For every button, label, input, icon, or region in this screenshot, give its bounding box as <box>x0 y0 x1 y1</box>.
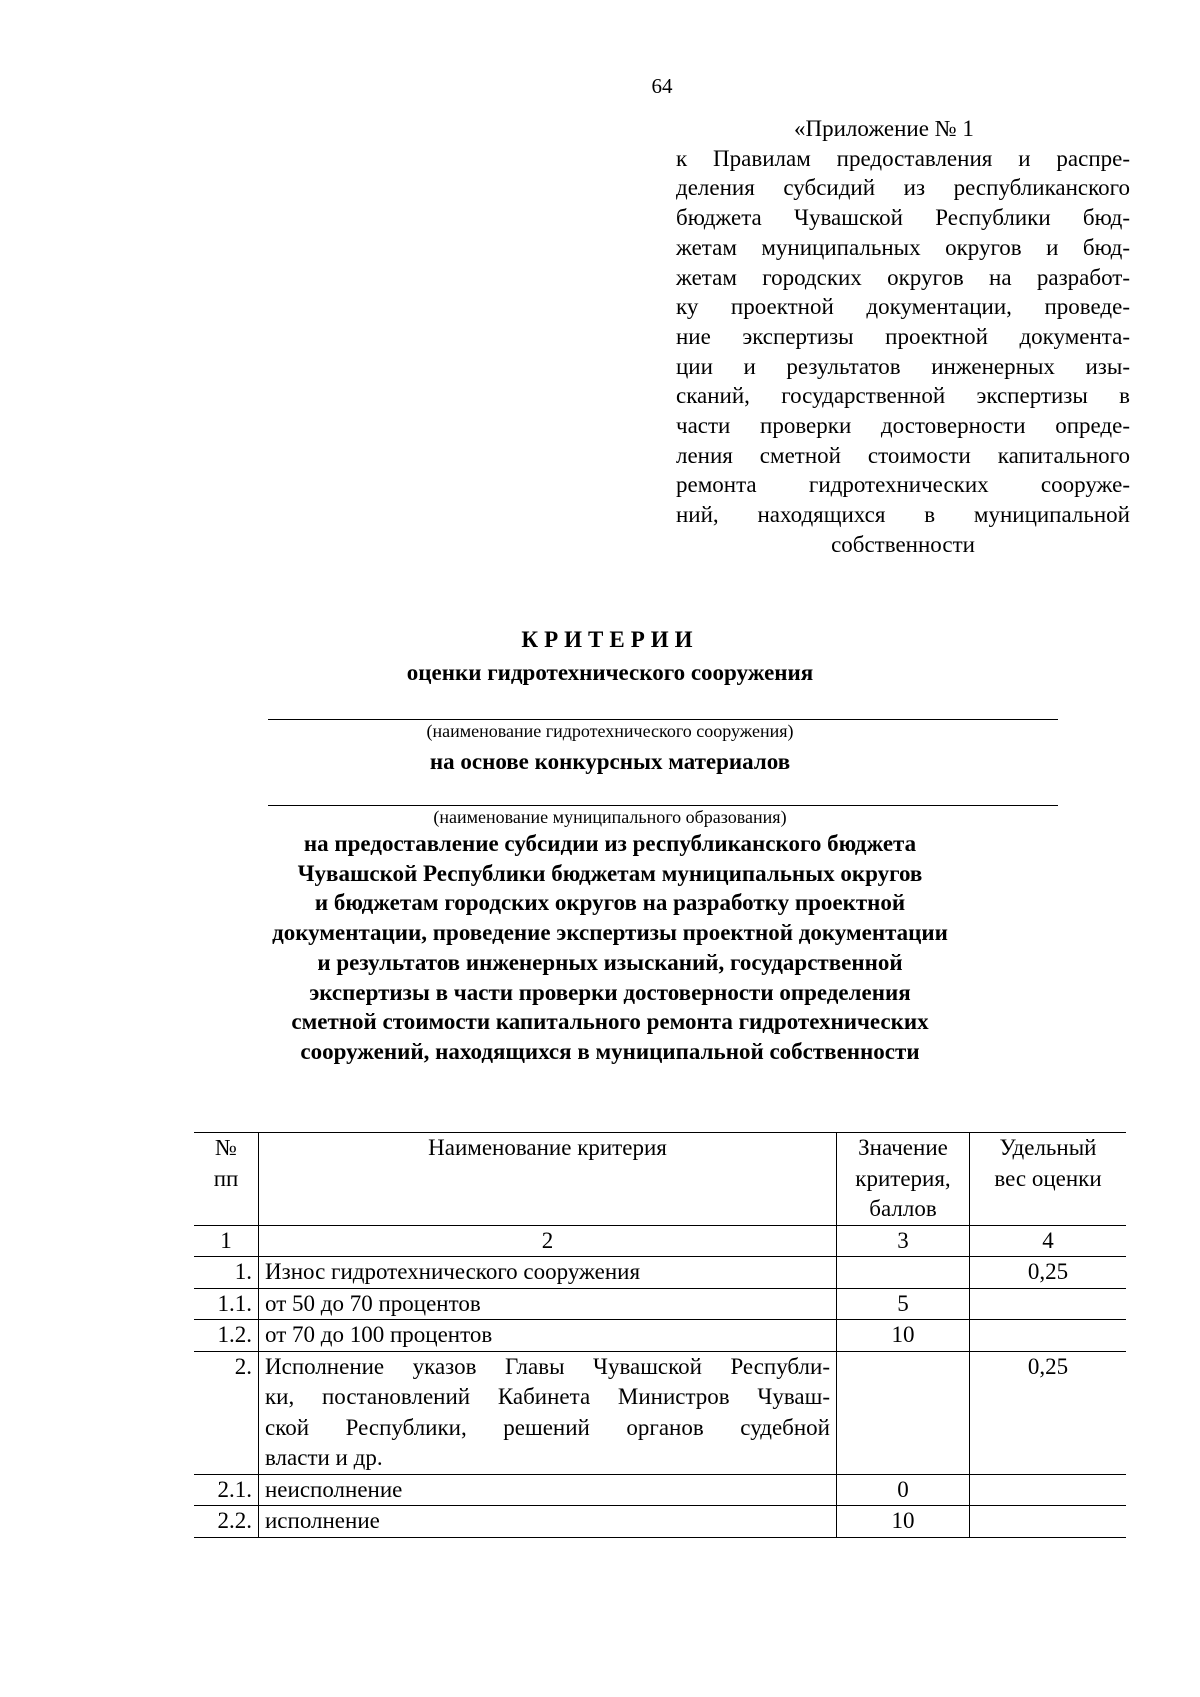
purpose-line: Чувашской Республики бюджетам муниципальных округов <box>297 860 923 886</box>
appendix-line: ний, находящихся в муниципальной <box>676 502 1130 528</box>
appendix-line: к Правилам предоставления и распре- <box>676 145 1130 171</box>
row-value <box>837 1351 970 1474</box>
row-name: неисполнение <box>259 1474 837 1506</box>
appendix-block <box>676 114 1130 560</box>
table-row <box>194 1320 1126 1352</box>
table-row <box>194 1474 1126 1506</box>
row-weight <box>970 1506 1127 1538</box>
appendix-line: ку проектной документации, проведе- <box>676 294 1130 320</box>
row-name-line: ской Республики, решений органов судебной <box>265 1414 830 1440</box>
appendix-line: жетам муниципальных округов и бюд- <box>676 234 1130 260</box>
row-weight: 0,25 <box>970 1257 1127 1289</box>
row-name <box>259 1351 837 1474</box>
row-name-line: Исполнение указов Главы Чувашской Республи- <box>265 1353 830 1379</box>
page-number: 64 <box>651 74 673 98</box>
row-weight <box>970 1474 1127 1506</box>
table-row <box>194 1506 1126 1538</box>
header-num <box>194 1133 259 1226</box>
header-weight-line: Удельный <box>999 1135 1097 1160</box>
header-value-line: Значение <box>858 1135 948 1160</box>
table-header-row <box>194 1133 1126 1226</box>
header-value-line: баллов <box>869 1196 937 1221</box>
row-value: 0 <box>837 1474 970 1506</box>
header-num-line: пп <box>213 1165 239 1191</box>
row-num: 2.1. <box>194 1474 259 1506</box>
row-value <box>837 1257 970 1289</box>
row-name-line: ки, постановлений Кабинета Министров Чуваш- <box>265 1384 830 1409</box>
purpose-line: сметной стоимости капитального ремонта гидротехнических <box>291 1009 929 1035</box>
structure-name-caption: (наименование гидротехнического сооружения) <box>426 721 794 741</box>
table-row <box>194 1351 1126 1474</box>
purpose-line: и результатов инженерных изысканий, государственной <box>317 949 903 975</box>
appendix-body <box>676 144 1130 530</box>
row-value: 10 <box>837 1320 970 1352</box>
appendix-title: «Приложение № 1 <box>794 116 974 141</box>
row-num: 1.1. <box>194 1288 259 1320</box>
header-value-line: критерия, <box>855 1165 951 1191</box>
row-name: исполнение <box>259 1506 837 1538</box>
row-name-line: власти и др. <box>265 1445 383 1470</box>
row-name: от 50 до 70 процентов <box>259 1288 837 1320</box>
row-num: 2.2. <box>194 1506 259 1538</box>
row-weight <box>970 1288 1127 1320</box>
row-num: 1.2. <box>194 1320 259 1352</box>
municipality-name-line <box>268 805 1058 806</box>
header-weight <box>970 1133 1127 1226</box>
appendix-line: ции и результатов инженерных изы- <box>676 353 1130 379</box>
purpose-line: на предоставление субсидии из республиканского бюджета <box>303 831 917 856</box>
purpose-line: документации, проведение экспертизы проектной документации <box>272 920 948 946</box>
index-cell: 2 <box>259 1225 837 1257</box>
index-cell: 1 <box>194 1225 259 1257</box>
appendix-line: ремонта гидротехнических сооруже- <box>676 472 1130 498</box>
appendix-last-line: собственности <box>831 531 975 557</box>
appendix-line: ние экспертизы проектной документа- <box>676 323 1130 349</box>
purpose-heading <box>10 829 1200 1067</box>
basis-heading: на основе конкурсных материалов <box>429 749 791 774</box>
appendix-line: жетам городских округов на разработ- <box>676 264 1130 290</box>
document-title: КРИТЕРИИ <box>521 627 699 652</box>
document-subtitle: оценки гидротехнического сооружения <box>406 660 814 685</box>
structure-name-line <box>268 719 1058 720</box>
table-index-row <box>194 1225 1126 1257</box>
row-num: 1. <box>194 1257 259 1289</box>
table-row <box>194 1257 1126 1289</box>
table-row <box>194 1288 1126 1320</box>
index-cell: 3 <box>837 1225 970 1257</box>
appendix-line: бюджета Чувашской Республики бюд- <box>676 205 1130 231</box>
row-name: от 70 до 100 процентов <box>259 1320 837 1352</box>
header-weight-line: вес оценки <box>994 1165 1102 1191</box>
municipality-name-caption: (наименование муниципального образования) <box>433 807 787 827</box>
index-cell: 4 <box>970 1225 1127 1257</box>
header-name: Наименование критерия <box>259 1133 837 1226</box>
row-num: 2. <box>194 1351 259 1474</box>
appendix-line: ления сметной стоимости капитального <box>676 442 1130 468</box>
appendix-line: деления субсидий из республиканского <box>676 175 1130 201</box>
header-value <box>837 1133 970 1226</box>
criteria-table <box>194 1132 1126 1538</box>
header-num-line: № <box>215 1135 237 1160</box>
purpose-line: сооружений, находящихся в муниципальной собственности <box>300 1038 920 1064</box>
appendix-line: сканий, государственной экспертизы в <box>676 383 1130 409</box>
purpose-line: и бюджетам городских округов на разработку проектной <box>314 890 906 916</box>
row-value: 5 <box>837 1288 970 1320</box>
row-weight: 0,25 <box>970 1351 1127 1474</box>
purpose-line: экспертизы в части проверки достоверности определения <box>309 979 911 1005</box>
row-weight <box>970 1320 1127 1352</box>
appendix-line: части проверки достоверности опреде- <box>676 413 1130 439</box>
row-value: 10 <box>837 1506 970 1538</box>
row-name: Износ гидротехнического сооружения <box>259 1257 837 1289</box>
